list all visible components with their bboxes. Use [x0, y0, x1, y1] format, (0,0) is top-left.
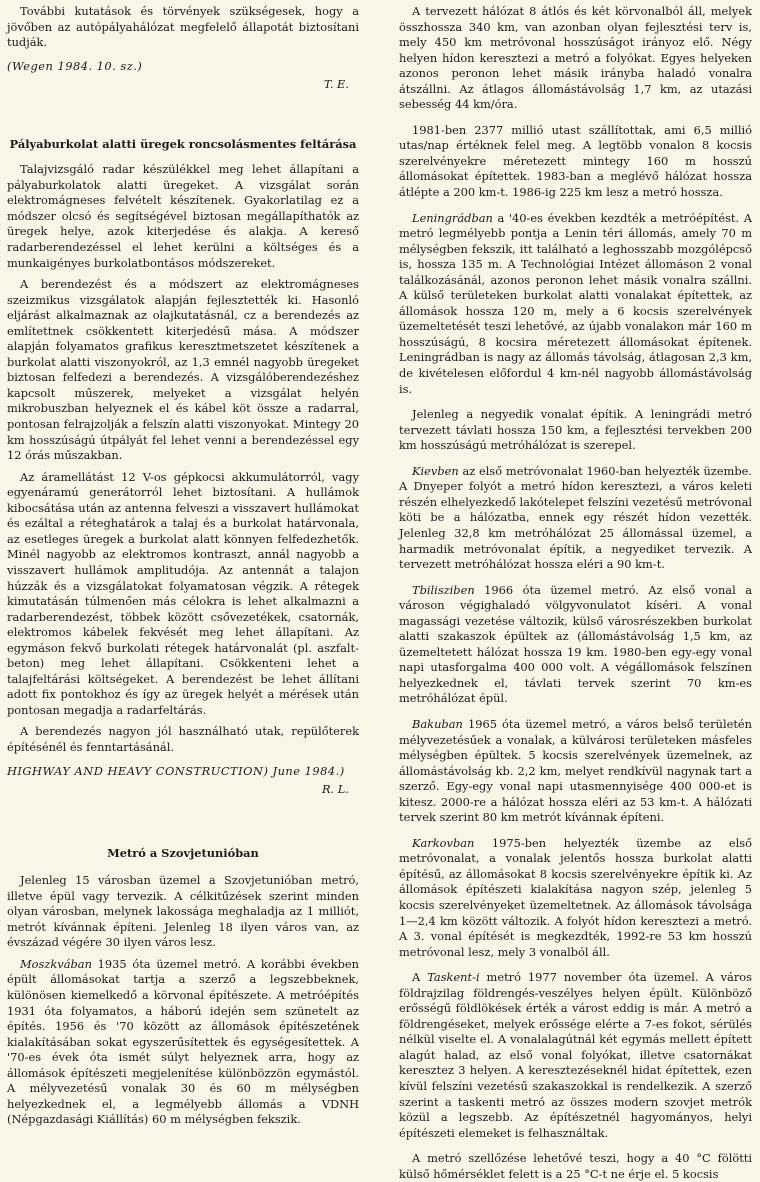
article-title: Metró a Szovjetunióban — [107, 845, 259, 860]
city-name: Kievben — [412, 463, 459, 478]
body-paragraph: Az áramellátást 12 V-os gépkocsi akkumulátorról, vagy egyenáramú generátorról lehet biztosítani. A hullámok kibocsátása után az antenna felveszi a visszavert hullámokat és ezáltal a réteghatárok a talaj és a burkolat határvonala, az esetleges üregek a burkolat alatt könnyen felfedezhetők. Minél nagyobb az elektromos kontraszt, annál nagyobb a visszavert hullámok amplitudója. Az antennát a talajon húzzák és a vizsgálatokat folyamatosan végzik. A rétegek kimutatásán túlmenően más célokra is lehet alkalmazni a radarberendezést, többek között csővezetékek, csatornák, elektromos kábelek fekvését meg lehet állapítani. Az egymáson fekvő burkolati rétegek határvonalát (pl. aszfalt-beton) meg lehet állapítani. Csökkenteni lehet a talajfeltárási költségeket. A berendezést be lehet állítani adott fix pontokhoz és így az üregek helyét a mérések után pontosan megadja a radarfeltárás. — [7, 469, 359, 717]
article-title: Pályaburkolat alatti üregek roncsolásmentes feltárása — [9, 136, 357, 151]
body-paragraph: A berendezés nagyon jól használható utak, repülőterek építésénél és fenntartásánál. — [7, 724, 359, 754]
source-citation: HIGHWAY AND HEAVY CONSTRUCTION) June 1984.) — [7, 763, 345, 778]
body-paragraph: Bakuban 1965 óta üzemel metró, a város belső területén mélyvezetésűek a vonalak, a külvárosi területeken másfeles mélységben épültek. 5 kocsis szerelvények üzemelnek, az állomástávolság kb. 2,2 km, melyet rendkívül nagynak tart a szerző. Egy-egy vonal napi utasmennyisége 400 000-et is kitesz. 2000-re a hálózat hossza eléri az 53 km-t. A hálózati tervek szerint 80 km metrót kívánnak építeni. — [399, 716, 752, 825]
body-paragraph: 1981-ben 2377 millió utast szállítottak, ami 6,5 millió utas/nap értéknek felel meg. A legtöbb vonalon 8 kocsis szerelvényekre méretezett mintegy 160 m hosszú állomásokat építettek. 1983-ban a meglévő hálózat hossza átlépte a 200 km-t. 1986-ig 225 km lesz a metró hossza. — [399, 122, 752, 200]
left-column — [7, 4, 359, 1128]
city-name: Moszkvában — [20, 956, 92, 971]
body-paragraph: Kievben az első metróvonalat 1960-ban helyezték üzembe. A Dnyeper folyót a metró hídon keresztezi, a város keleti részén elhelyezkedő lakótelepet felszíni vezetésű metróvonal köti be a hálózatba, ennek egy részét hídon vezették. Jelenleg 32,8 km metróhálózat 25 állomással üzemel, a harmadik metróvonalat építik, a negyediket tervezik. A tervezett metróhálózat hossza eléri a 90 km-t. — [399, 463, 752, 572]
city-name: Taskent-i — [427, 970, 480, 985]
body-paragraph: A metró szellőzése lehetővé teszi, hogy a 40 °C fölötti külső hőmérséklet felett is a 25 °C-t ne érje el. 5 kocsis — [399, 1151, 752, 1181]
body-paragraph: Leningrádban a '40-es években kezdték a metróépítést. A metró legmélyebb pontja a Lenin téri állomás, amely 70 m mélységben fekszik, itt található a leghosszabb mozgólépcső is, hossza 135 m. A Technológiai Intézet állomáson 2 vonal találkozásánál, azonos peronon lehet másik vonalra szállni. A külső területeken burkolat alatti vonalakat építettek, az állomások hossza 120 m, mely a 6 kocsis szerelvények üzemeltetését teszi lehetővé, az újabb vonalakon már 160 m hosszúságú, 8 kocsira méretezett állomásokat építenek. Leningrádban is nagy az állomás távolság, átlagosan 2,3 km, de kivételesen előfordul 4 km-nél nagyobb állomástávolság is. — [399, 210, 752, 396]
city-name: Tbilisziben — [412, 582, 475, 597]
body-paragraph: Karkovban 1975-ben helyezték üzembe az első metróvonalat, a vonalak jelentős hossza burkolat alatti építésű, az állomásokat 8 kocsis szerelvényekre építik ki. Az állomások építészeti kialakítása nagyon szép, jelenleg 5 kocsis szerelvényeket üzemeltetnek. Az állomások távolsága 1—2,4 km között változik. A folyót hídon keresztezi a metró. A 3. vonal építését is megkezdték, 1992-re 53 km hosszú metróvonal lesz, mely 3 vonalból áll. — [399, 835, 752, 959]
city-name: Bakuban — [412, 716, 463, 731]
source-citation: (Wegen 1984. 10. sz.) — [7, 58, 143, 73]
author-signature: T. E. — [323, 77, 349, 92]
body-paragraph: Tbilisziben 1966 óta üzemel metró. Az első vonal a városon végighaladó völgyvonulatot kíséri. A vonal magassági vezetése változik, külső városrészekben burkolat alatti szakaszok épültek az (állomástávolság 1,5 km, az üzemeltetett hálózat hossza 19 km. 1980-ben egy-egy vonal napi utasforgalma 400 000 volt. A végállomások felszínen helyezkednek el, távlati tervek szerint 70 km-es metróhálózat épül. — [399, 582, 752, 706]
author-signature: R. L. — [321, 782, 349, 797]
body-paragraph: Jelenleg 15 városban üzemel a Szovjetunióban metró, illetve épül vagy tervezik. A célkitűzések szerint minden olyan városban, melynek lakossága meghaladja az 1 milliót, metrót kívánnak építeni. Jelenleg 18 ilyen város van, az évszázad végére 30 ilyen város lesz. — [7, 873, 359, 950]
intro-paragraph: További kutatások és törvények szükségesek, hogy a jövőben az autópályahálózat megfelelő állapotát biztosítani tudják. — [7, 4, 359, 50]
body-paragraph: A berendezést és a módszert az elektromágneses szeizmikus vizsgálatok alapján fejlesztették ki. Hasonló eljárást alkalmaznak az olajkutatásnál, cz a berendezés az említettnek csökkentett kiterjedésű mása. A módszer alapján folyamatos grafikus keresztmetszetet készítenek a burkolat alatti viszonyokról, az 1,3 emnél nagyobb üregeket biztosan felfedezi a berendezés. A vizsgálóberendezéshez kapcsolt műszerek, melyeket a vizsgálat helyén mikrobuszban helyeznek el és kábel köt össze a radarral, pontosan felrajzolják a felszín alatti viszonyokat. Mintegy 20 km hosszúságú útpályát fel lehet venni a berendezéssel egy 12 órás műszakban. — [7, 277, 359, 463]
body-paragraph: Moszkvában 1935 óta üzemel metró. A korábbi években épült állomásokat tartja a szerző a legszebbeknek, különösen kiemelkedő a körvonal építészete. A metróépítés 1931 óta folyamatos, a háború idején sem szünetelt az építés. 1956 és '70 között az állomások építészetének kialakításában sokat egyszerűsítettek és egységesítettek. A '70-es évek óta ismét súlyt helyeznek arra, hogy az állomások építészeti megjelenítése különbözzön egymástól. A mélyvezetésű vonalak 30 és 60 m mélységben helyezkednek el, a legmélyebb állomás a VDNH (Népgazdasági Kiállítás) 60 m mélységben fekszik. — [7, 956, 359, 1127]
city-name: Leningrádban — [412, 210, 493, 225]
body-paragraph: A Taskent-i metró 1977 november óta üzemel. A város földrajzilag földrengés-veszélyes helyen épült. Különböző erősségű földlökések érték a várost eddig is már. A metró a földrengéseket, melyek erőssége elérte a 7-es fokot, sérülés nélkül viselte el. A vonalalagútnál két egymás mellett épített alagút halad, az első vonal folyókat, illetve csatornákat keresztez 3 helyen. A keresztezéseknél hidat építettek, ezen kívül felszíni vezetésű szakaszokkal is rendelkezik. A szerző szerint a taskenti metró az összes modern szovjet metrók közül a legszebb. Az építészetnél hagyományos, helyi építészeti elemeket is felhasználtak. — [399, 970, 752, 1140]
city-name: Karkovban — [412, 835, 475, 850]
body-paragraph: Jelenleg a negyedik vonalat építik. A leningrádi metró tervezett távlati hossza 150 km, a fejlesztési tervekben 200 km hosszúságú metróhálózat is szerepel. — [399, 407, 752, 453]
body-paragraph: A tervezett hálózat 8 átlós és két körvonalból áll, melyek összhossza 340 km, van azonban olyan fejlesztési terv is, mely 450 km metróvonal hosszúságot irányoz elő. Négy helyen hídon keresztezi a metró a folyókat. Egyes helyeken azonos peronon lehet másik irányba haladó vonalra átszállni. Az átlagos állomástávolság 1,7 km, az utazási sebesség 44 km/óra. — [399, 4, 752, 112]
body-paragraph: Talajvizsgáló radar készülékkel meg lehet állapítani a pályaburkolatok alatti üregeket. A vizsgálat során elektromágneses felvételt készítenek. Gyakorlatilag ez a módszer olcsó és segítségével biztosan megállapíthatók az üregek helye, azok kiterjedése és alakja. A kereső radarberendezéssel el lehet kerülni a költséges és a munkaigényes burkolatbontásos módszereket. — [7, 162, 359, 270]
right-column — [399, 4, 752, 1182]
